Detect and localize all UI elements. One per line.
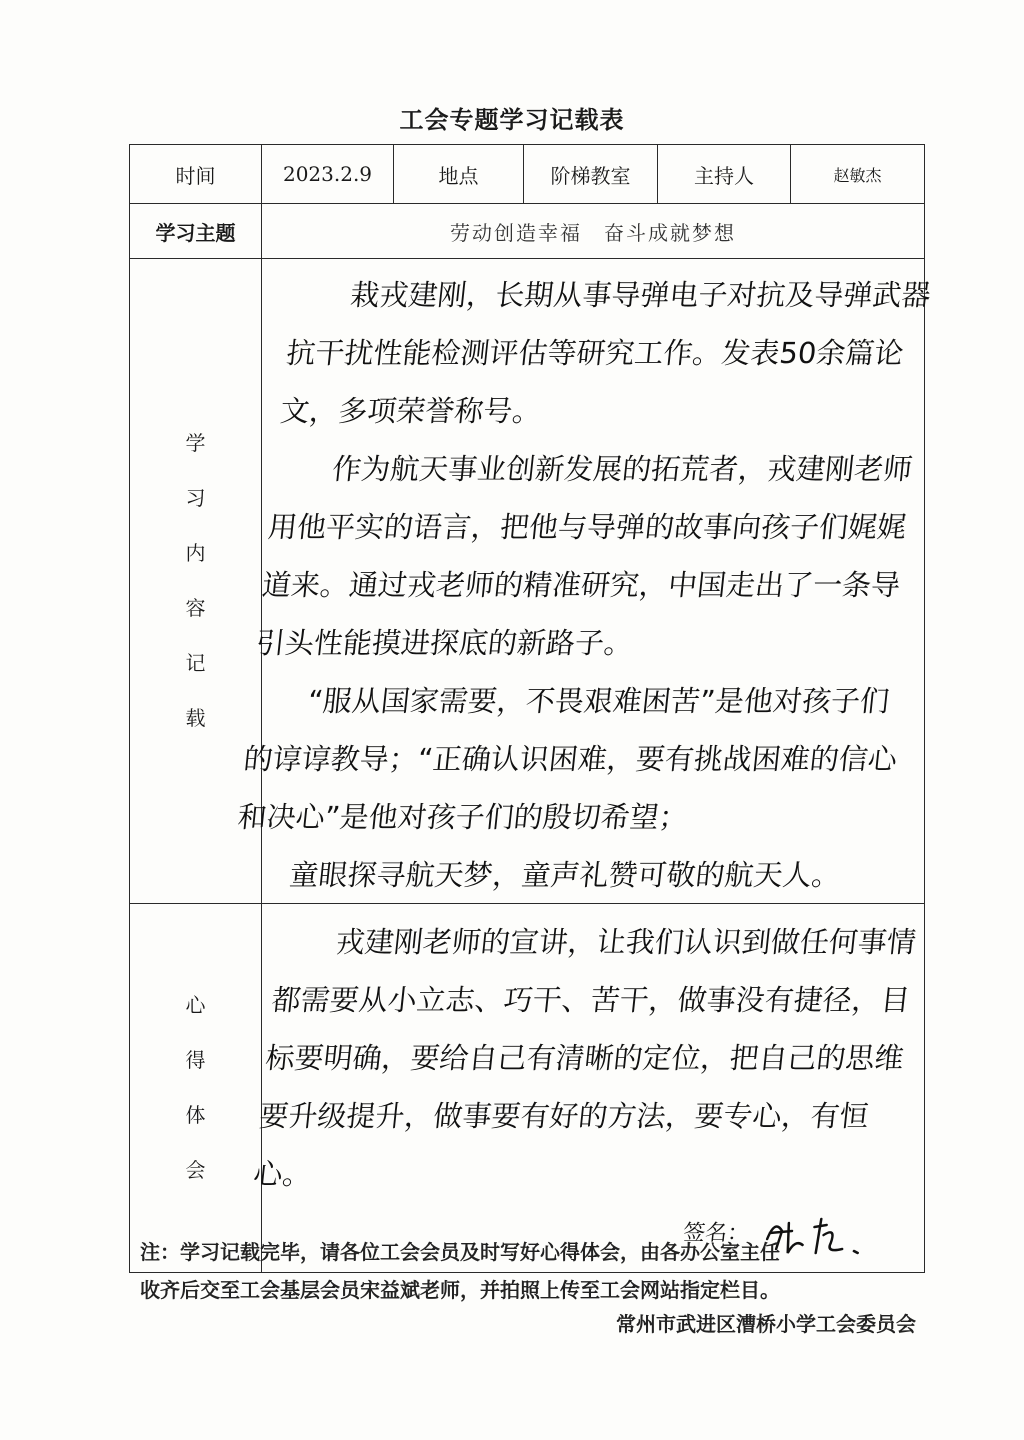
reflection-label-char: 体	[185, 1103, 206, 1127]
topic-row	[130, 204, 925, 259]
topic-label: 学习主题	[130, 204, 262, 259]
content-label-char: 学	[185, 431, 206, 455]
reflection-row	[130, 904, 925, 1273]
place-value: 阶梯教室	[524, 145, 658, 204]
content-text	[228, 259, 959, 904]
content-paragraph: 作为航天事业创新发展的拓荒者，戎建刚老师用他平实的语言，把他与导弹的故事向孩子们娓娓道来。通过戎老师的精准研究，中国走出了一条导引头性能摸进探底的新路子。	[253, 451, 914, 659]
content-label-char: 容	[185, 596, 206, 620]
document-title: 工会专题学习记载表	[399, 105, 625, 134]
header-row	[130, 145, 925, 204]
content-label-char: 载	[185, 706, 206, 730]
content-paragraph: 童眼探寻航天梦，童声礼赞可敬的航天人。	[229, 857, 843, 891]
reflection-label	[130, 904, 262, 1273]
footnote-line: 注：学习记载完毕，请各位工会会员及时写好心得体会，由各办公室主任	[140, 1240, 780, 1264]
content-row	[130, 259, 925, 904]
content-label-char: 记	[185, 651, 206, 675]
reflection-label-char: 心	[185, 993, 206, 1017]
signature-label: 签名：	[681, 1220, 751, 1245]
content-paragraph: 栽戎建刚，长期从事导弹电子对抗及导弹武器抗干扰性能检测评估等研究工作。发表50余篇论文，多项荣誉称号。	[278, 277, 932, 427]
time-value: 2023.2.9	[262, 145, 394, 204]
host-value: 赵敏杰	[791, 145, 925, 204]
reflection-label-char: 会	[185, 1158, 206, 1182]
organization-name: 常州市武进区漕桥小学工会委员会	[616, 1312, 916, 1336]
topic-value: 劳动创造幸福 奋斗成就梦想	[262, 204, 925, 259]
host-label: 主持人	[658, 145, 791, 204]
reflection-text: 戎建刚老师的宣讲，让我们认识到做任何事情都需要从小立志、巧干、苦干，做事没有捷径，目标要明确，要给自己有清晰的定位，把自己的思维要升级提升，做事要有好的方法，要专心，有恒心。	[251, 924, 918, 1190]
content-label-char: 内	[185, 541, 206, 565]
reflection-label-char: 得	[185, 1048, 206, 1072]
reflection-text-cell	[242, 904, 944, 1273]
place-label: 地点	[394, 145, 524, 204]
content-paragraph: “服从国家需要，不畏艰难困苦”是他对孩子们的谆谆教导；“正确认识困难，要有挑战困难的信心和决心”是他对孩子们的殷切希望；	[235, 683, 899, 833]
footnote	[140, 1233, 930, 1309]
footnote-line: 收齐后交至工会基层会员宋益斌老师，并拍照上传至工会网站指定栏目。	[140, 1278, 780, 1302]
time-label: 时间	[130, 145, 262, 204]
content-label-char: 习	[185, 486, 206, 510]
study-record-table	[129, 144, 932, 1273]
